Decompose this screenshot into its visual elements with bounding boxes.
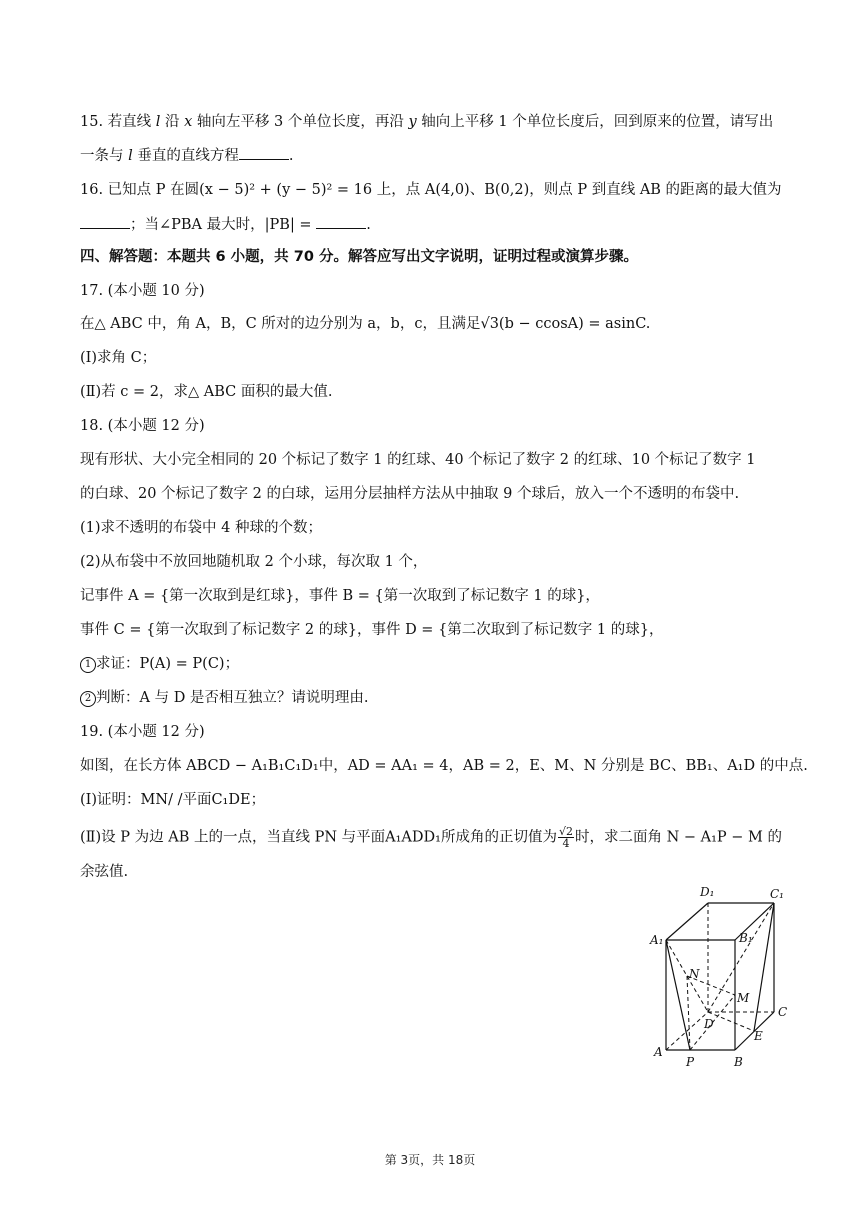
edge-AD [666,1012,708,1050]
answer-blank [316,214,366,229]
p17-q1: (Ⅰ)求角 C； [80,350,157,366]
circled-number: 1 [80,657,96,673]
p18-stem2: 的白球、20 个标记了数字 2 的白球，运用分层抽样方法从中抽取 9 个球后，放入一个不透明的布袋中. [80,486,740,502]
p18-events2: 事件 C = {第一次取到了标记数字 2 的球}，事件 D = {第二次取到了标记数字 1 的球}， [80,622,664,638]
fraction: $\frac{√2}{4}$ [558,825,573,850]
label-A1: A₁ [650,933,664,947]
p18-sub1: 1 求证：P(A) = P(C)； [80,654,239,674]
label-C: C [778,1005,788,1019]
circled-number: 2 [80,691,96,707]
line-A1P [666,940,690,1050]
p19-header: 19. (本小题 12 分) [80,724,205,740]
p18-q1: (1)求不透明的布袋中 4 种球的个数； [80,520,322,536]
label-C1: C₁ [770,887,784,901]
p19-q1: (Ⅰ)证明：MN/ /平面C₁DE； [80,792,266,808]
label-B: B [734,1055,743,1069]
p16-line1: 16. 已知点 P 在圆(x − 5)² + (y − 5)² = 16 上，点 A(4,0)、B(0,2)，则点 P 到直线 AB 的距离的最大值为 [80,182,782,198]
p17-q2: (Ⅱ)若 c = 2，求△ ABC 面积的最大值. [80,384,333,400]
p18-stem1: 现有形状、大小完全相同的 20 个标记了数字 1 的红球、40 个标记了数字 2 的红球、10 个标记了数字 1 [80,452,756,468]
p18-header: 18. (本小题 12 分) [80,418,205,434]
answer-blank [80,214,130,229]
p15-text: 15. 若直线 [80,114,156,130]
line-DE [708,1012,754,1031]
p19-q2-cont: 余弦值. [80,864,129,880]
p18-sub2: 2 判断：A 与 D 是否相互独立？请说明理由. [80,688,369,708]
p18-events1: 记事件 A = {第一次取到是红球}，事件 B = {第一次取到了标记数字 1 的球}， [80,588,600,604]
p15-line1: 15. 若直线 l 沿 x 轴向左平移 3 个单位长度，再沿 y 轴向上平移 1 个单位长度后，回到原来的位置，请写出 [80,114,774,130]
label-B1: B₁ [739,931,753,945]
cuboid-figure [640,880,800,1070]
p17-stem: 在△ ABC 中，角 A，B，C 所对的边分别为 a，b，c，且满足√3(b − ccosA) = asinC. [80,316,651,332]
p15-line2: 一条与 l 垂直的直线方程 . [80,145,293,166]
p17-header: 17. (本小题 10 分) [80,283,205,299]
page-footer: 第 3页，共 18页 [384,1153,476,1167]
p19-q2: (Ⅱ)设 P 为边 AB 上的一点，当直线 PN 与平面A₁ADD₁所成角的正切值为 $\frac{√2}{4}$ 时，求二面角 N − A₁P − M 的 [80,825,783,850]
label-D: D [704,1017,714,1031]
p18-q2: (2)从布袋中不放回地随机取 2 个小球，每次取 1 个， [80,554,428,570]
label-P: P [686,1055,695,1069]
answer-blank [239,145,289,160]
section-heading: 四、解答题：本题共 6 小题，共 70 分。解答应写出文字说明，证明过程或演算步骤。 [80,249,638,265]
label-N: N [689,967,700,981]
label-M: M [737,991,750,1005]
p16-line2: ；当∠PBA 最大时，|PB| = . [80,214,371,235]
edge-A1D1 [666,903,708,940]
label-E: E [754,1029,763,1043]
label-D1: D₁ [700,885,715,899]
p19-stem: 如图，在长方体 ABCD − A₁B₁C₁D₁中，AD = AA₁ = 4，AB = 2，E、M、N 分别是 BC、BB₁、A₁D 的中点. [80,758,808,774]
label-A: A [654,1045,663,1059]
